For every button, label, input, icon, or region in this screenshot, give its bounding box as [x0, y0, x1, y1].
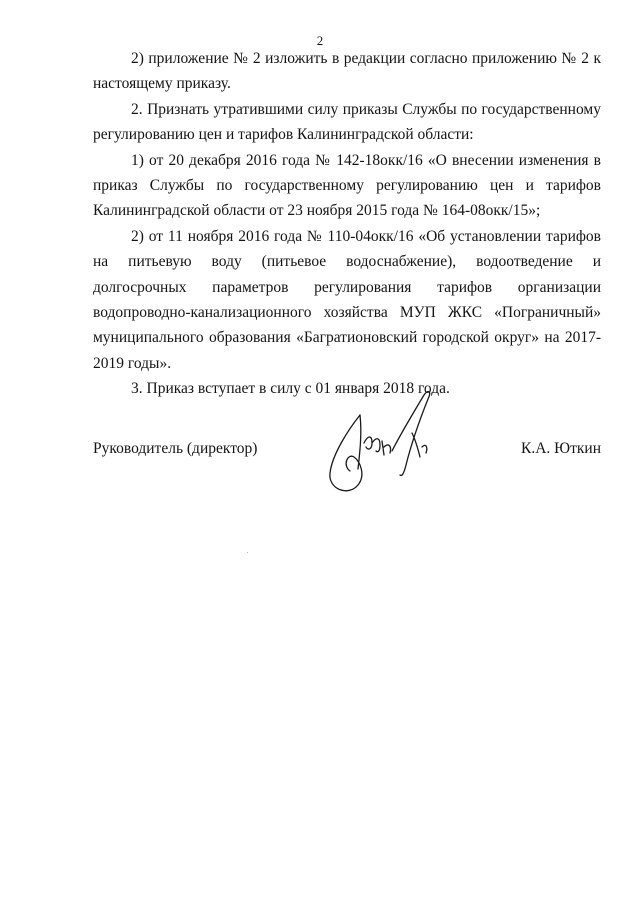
paragraph-appendix-2: 2) приложение № 2 изложить в редакции согласно приложению № 2 к настоящему приказу. [93, 50, 601, 93]
handwritten-signature [320, 385, 445, 500]
signatory-name: К.А. Юткин [521, 440, 601, 457]
page-number: 2 [316, 33, 324, 48]
scan-speck [247, 552, 248, 553]
paragraph-effective-date: 3. Приказ вступает в силу с 01 января 2018 года. [131, 380, 450, 398]
paragraph-repealed-order-1: 1) от 20 декабря 2016 года № 142-18окк/16 «О внесении изменения в приказ Службы по государственному регулированию цен и тарифов Калининградской области от 23 ноября 2015 года № 164-08окк/15»; [93, 151, 601, 220]
document-body [93, 46, 601, 402]
signatory-title: Руководитель (директор) [93, 440, 258, 457]
paragraph-repealed-order-2: 2) от 11 ноября 2016 года № 110-04окк/16 «Об установлении тарифов на питьевую воду (питьевое водоснабжение), водоотведение и долгосрочных параметров регулирования тарифов организации водопроводно-канализационного хозяйства МУП ЖКС «Пограничный» муниципального образования «Багратионовский городской округ» на 2017-2019 годы». [93, 227, 601, 372]
paragraph-repeal-orders: 2. Признать утратившими силу приказы Службы по государственному регулированию цен и тарифов Калининградской области: [93, 100, 601, 144]
